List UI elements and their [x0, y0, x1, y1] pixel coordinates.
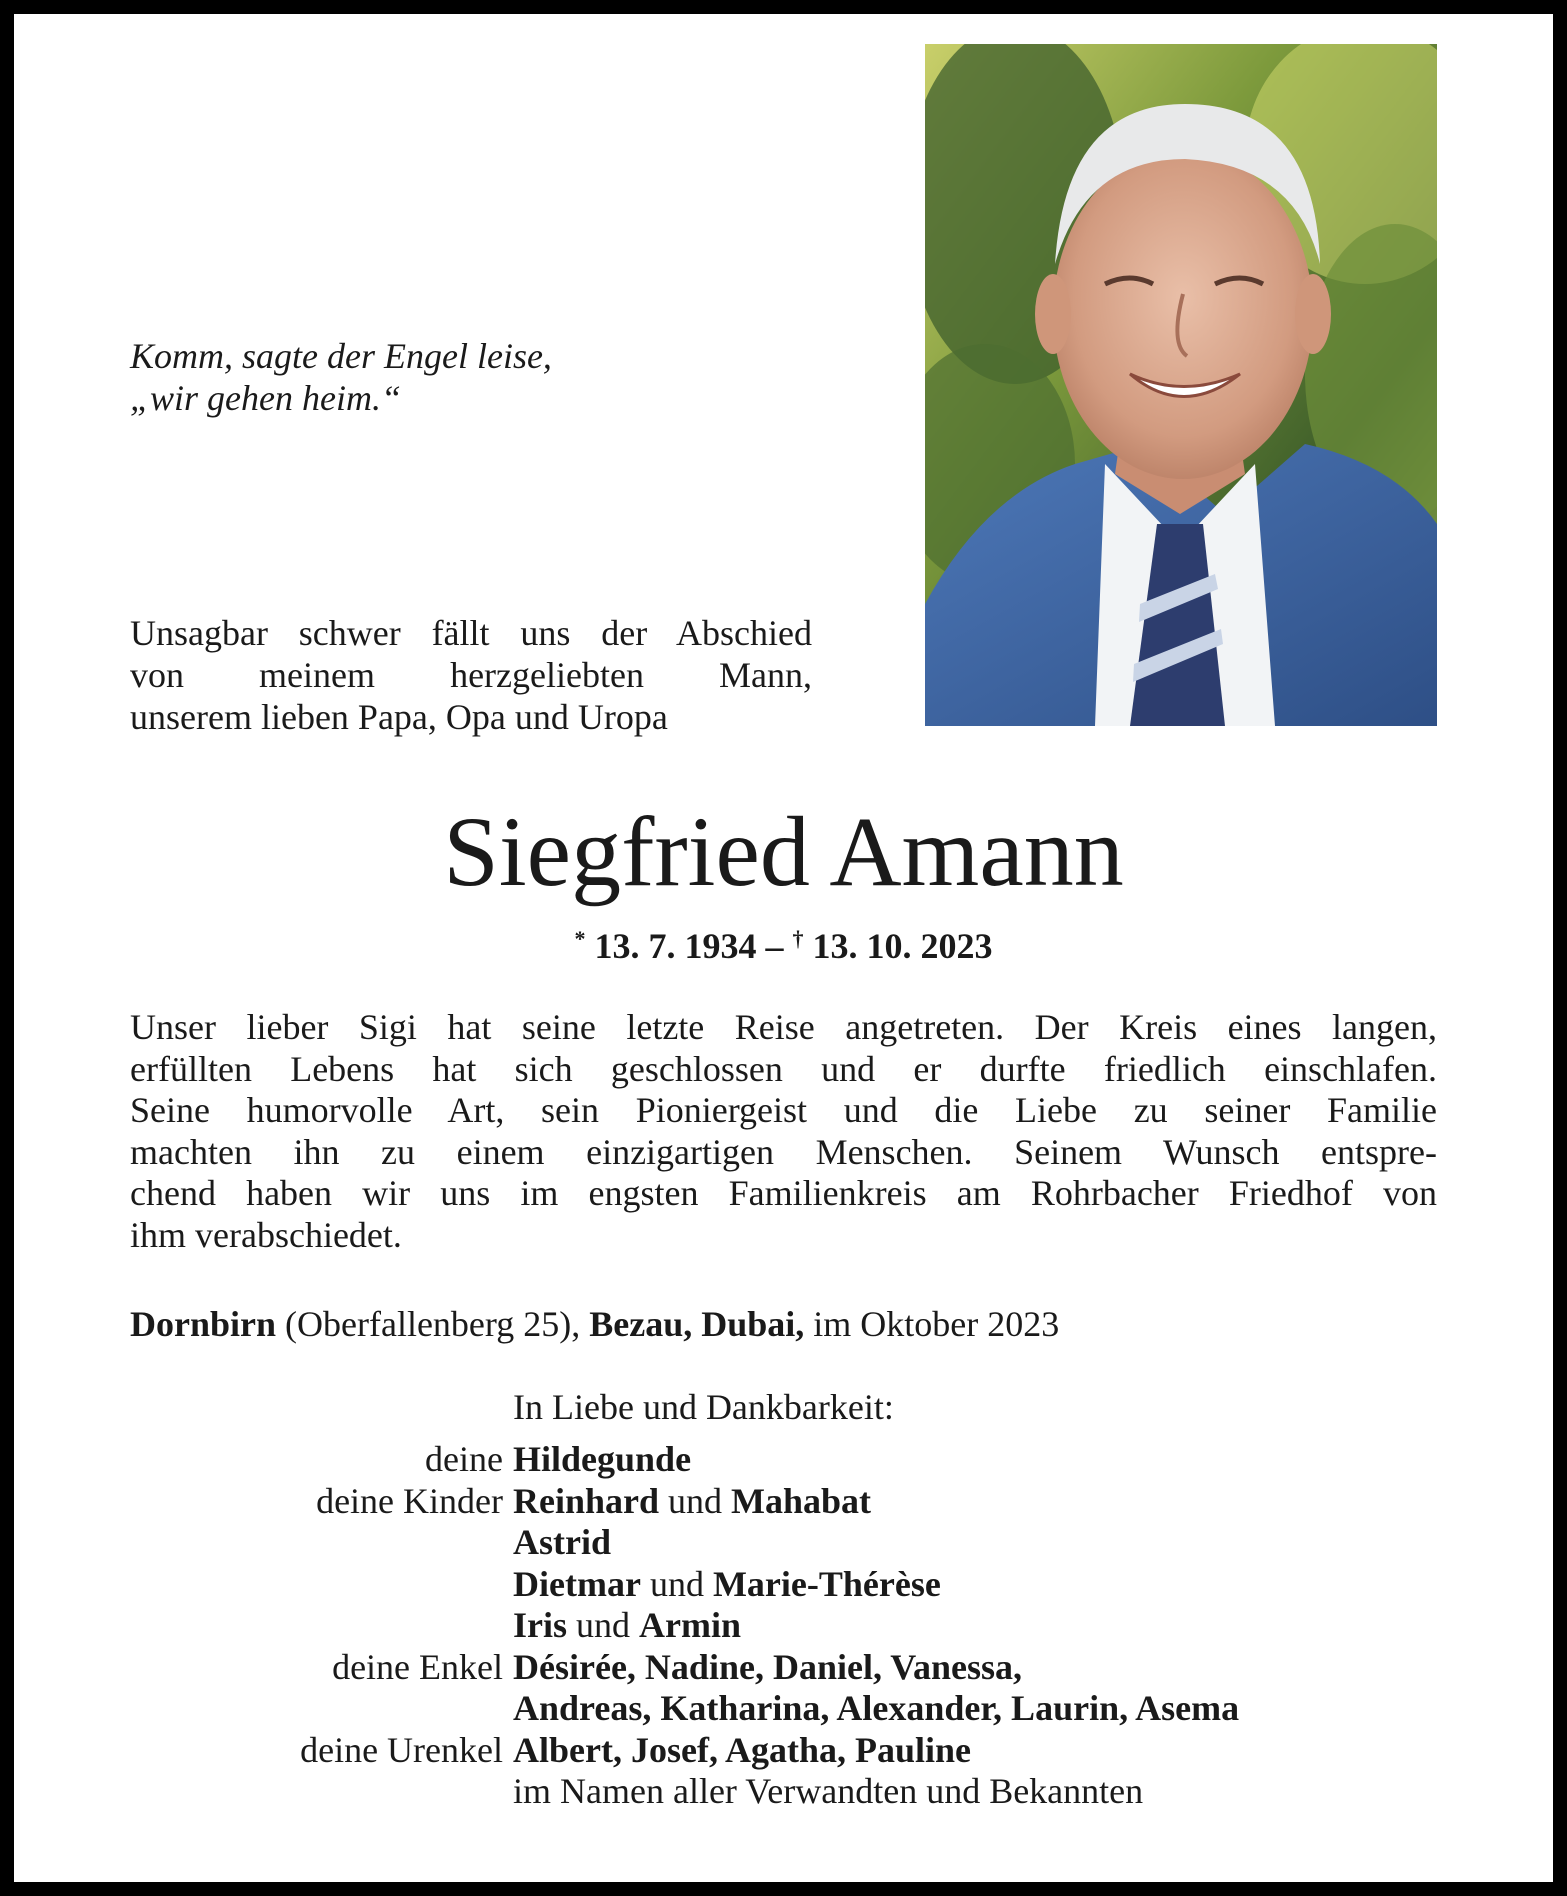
closing-line: im Namen aller Verwandten und Bekannten [513, 1771, 1144, 1811]
place-date: im Oktober 2023 [813, 1304, 1060, 1344]
birth-mark: * [574, 926, 586, 951]
body-line: erfüllten Lebens hat sich geschlossen und er durfte friedlich einschlafen. [130, 1048, 1437, 1089]
death-mark: † [792, 926, 804, 951]
family-list [130, 1439, 1437, 1813]
family-name: Albert, Josef, Agatha, Pauline [513, 1729, 971, 1770]
life-dates [0, 917, 1567, 968]
body-line: machten ihn zu einem einzigartigen Menschen. Seinem Wunsch entspre- [130, 1131, 1437, 1172]
place-city-1: Dornbirn [130, 1304, 277, 1344]
family-row-closing [130, 1771, 1437, 1813]
conjunction: und [668, 1480, 723, 1521]
quote-line-1: Komm, sagte der Engel leise, [130, 336, 552, 376]
place-city-2: Bezau, Dubai, [589, 1304, 805, 1344]
family-row-grandchildren [130, 1647, 1437, 1689]
conjunction: und [576, 1605, 630, 1645]
family-name: Désirée, Nadine, Daniel, Vanessa, [513, 1646, 1023, 1687]
family-name: Andreas, Katharina, Alexander, Laurin, Asema [513, 1688, 1240, 1728]
portrait-photo [925, 44, 1437, 726]
intro-line-1: Unsagbar schwer fällt uns der Abschied [130, 613, 812, 653]
intro-line-2: von meinem herzgeliebten Mann, [130, 655, 812, 695]
birth-date: 13. 7. 1934 [594, 926, 757, 966]
family-row-children [130, 1522, 1437, 1564]
family-name: Armin [639, 1605, 741, 1645]
family-name: Dietmar [513, 1563, 641, 1604]
intro-line-3: unserem lieben Papa, Opa und Uropa [130, 697, 668, 737]
relation-label: deine Urenkel [300, 1729, 503, 1770]
quote-line-2: „wir gehen heim.“ [130, 378, 402, 418]
body-line: chend haben wir uns im engsten Familienkreis am Rohrbacher Friedhof von [130, 1173, 1437, 1213]
relation-label: deine Kinder [316, 1480, 503, 1521]
family-name: Mahabat [731, 1480, 872, 1521]
body-line: ihm verabschiedet. [130, 1214, 402, 1255]
epigraph-quote [130, 335, 552, 419]
relation-label: deine Enkel [332, 1646, 503, 1687]
intro-text [130, 612, 812, 738]
place-address: (Oberfallenberg 25), [285, 1304, 581, 1344]
body-line: Unser lieber Sigi hat seine letzte Reise angetreten. Der Kreis eines langen, [130, 1007, 1437, 1047]
signoff: In Liebe und Dankbarkeit: [513, 1387, 894, 1427]
family-name: Hildegunde [513, 1439, 692, 1479]
date-separator: – [765, 926, 784, 966]
family-row-great-grandchildren [130, 1730, 1437, 1772]
conjunction: und [649, 1563, 704, 1604]
relation-label: deine [425, 1439, 503, 1479]
family-name: Iris [513, 1605, 567, 1645]
place-and-date [130, 1302, 1059, 1346]
family-row-children [130, 1564, 1437, 1606]
family-row-children [130, 1605, 1437, 1647]
obituary-body [130, 1007, 1437, 1256]
family-row-grandchildren [130, 1688, 1437, 1730]
body-line: Seine humorvolle Art, sein Pioniergeist und die Liebe zu seiner Familie [130, 1090, 1437, 1130]
portrait-photo-icon [925, 44, 1437, 726]
family-name: Reinhard [513, 1480, 660, 1521]
deceased-name: Siegfried Amann [443, 796, 1124, 907]
family-row-wife [130, 1439, 1437, 1481]
death-date: 13. 10. 2023 [812, 926, 993, 966]
family-name: Astrid [513, 1522, 611, 1562]
family-name: Marie-Thérèse [712, 1563, 941, 1604]
family-row-children [130, 1481, 1437, 1523]
